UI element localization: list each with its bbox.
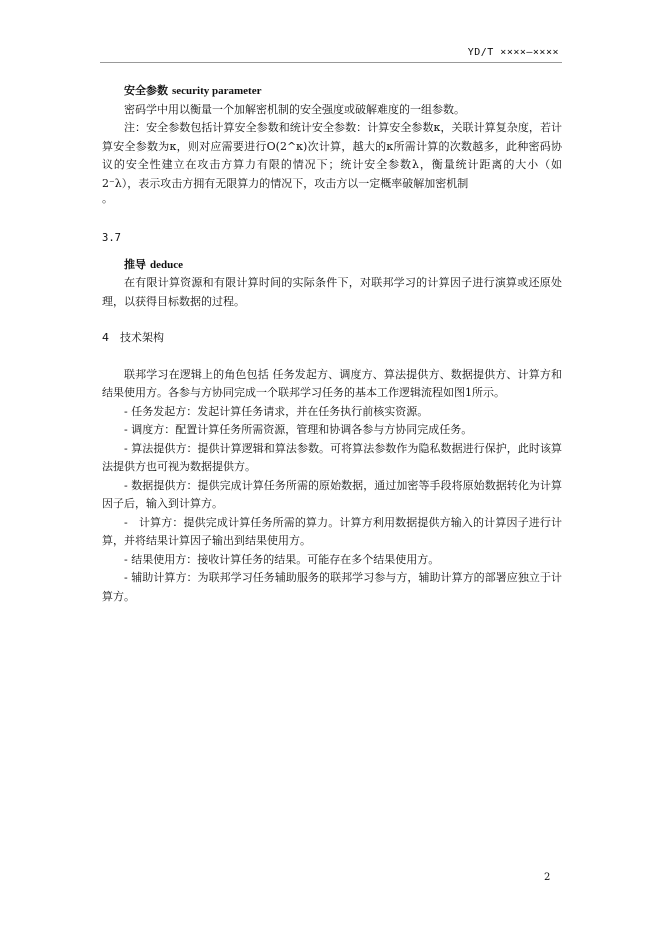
term-cn: 推导 (124, 257, 146, 271)
list-item: - 调度方：配置计算任务所需资源，管理和协调各参与方协同完成任务。 (124, 423, 473, 436)
document-id: YD/T ××××—×××× (467, 47, 559, 58)
list-item: - 算法提供方：提供计算逻辑和算法参数。可将算法参数作为隐私数据进行保护，此时该算法提供方也可视为数据提供方。 (102, 441, 562, 473)
list-item: - 辅助计算方：为联邦学习任务辅助服务的联邦学习参与方，辅助计算方的部署应独立于计算方。 (102, 571, 562, 603)
note-security-parameter: 注：安全参数包括计算安全参数和统计安全参数：计算安全参数κ，关联计算复杂度，若计算安全参数为κ，则对应需要进行O(2^κ)次计算，越大的κ所需计算的次数越多，此种密码协议的安全性建立在攻击方算力有限的情况下；统计安全参数λ，衡量统计距离的大小（如 2⁻λ），表示攻击方拥有无限算力的情况下，攻击方以一定概率破解加密机制 (102, 121, 562, 190)
chapter-heading: 4 技术架构 (102, 331, 164, 344)
clause-number: 3.7 (102, 232, 121, 244)
term-deduce (102, 256, 562, 275)
list-item: - 数据提供方：提供完成计算任务所需的原始数据，通过加密等手段将原始数据转化为计算因子后，输入到计算方。 (102, 478, 562, 510)
page-number: 2 (544, 872, 551, 883)
definition-deduce: 在有限计算资源和有限计算时间的实际条件下，对联邦学习的计算因子进行演算或还原处理，以获得目标数据的过程。 (102, 276, 562, 308)
list-item: - 计算方：提供完成计算任务所需的算力。计算方利用数据提供方输入的计算因子进行计算，并将结果计算因子输出到结果使用方。 (102, 515, 562, 547)
term-en: security parameter (172, 85, 262, 97)
term-en: deduce (150, 258, 183, 271)
term-security-parameter (102, 82, 562, 101)
trailing-period: 。 (102, 192, 113, 205)
document-body (102, 82, 562, 606)
header-divider (100, 62, 562, 63)
list-item: - 结果使用方：接收计算任务的结果。可能存在多个结果使用方。 (124, 552, 440, 566)
chapter-intro: 联邦学习在逻辑上的角色包括 任务发起方、调度方、算法提供方、数据提供方、计算方和结果使用方。各参与方协同完成一个联邦学习任务的基本工作逻辑流程如图1所示。 (102, 367, 562, 399)
term-cn: 安全参数 (124, 84, 168, 97)
definition-security-parameter: 密码学中用以衡量一个加解密机制的安全强度或破解难度的一组参数。 (124, 102, 465, 116)
list-item: - 任务发起方：发起计算任务请求，并在任务执行前核实资源。 (124, 404, 429, 418)
